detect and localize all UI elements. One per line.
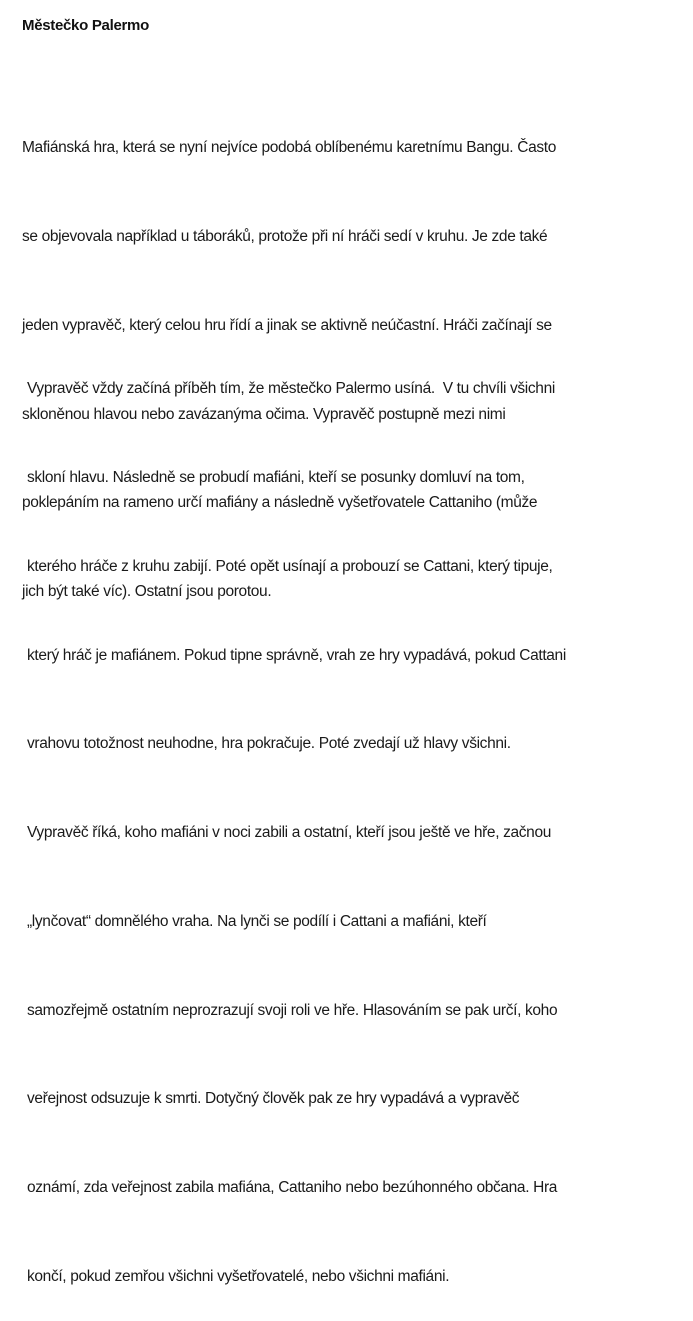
- paragraph-line: vrahovu totožnost neuhodne, hra pokračuje. Poté zvedají už hlavy všichni.: [27, 735, 511, 753]
- paragraph-line: poklepáním na rameno určí mafiány a následně vyšetřovatele Cattaniho (může: [22, 494, 538, 512]
- paragraph-line: oznámí, zda veřejnost zabila mafiána, Cattaniho nebo bezúhonného občana. Hra: [27, 1179, 558, 1197]
- paragraph-line: skloněnou hlavou nebo zavázanýma očima. Vypravěč postupně mezi nimi: [22, 405, 506, 423]
- rules-paragraph: [27, 315, 677, 1321]
- paragraph-line: kterého hráče z kruhu zabijí. Poté opět usínají a probouzí se Cattani, který tipuje,: [27, 557, 553, 575]
- paragraph-line: jich být také víc). Ostatní jsou porotou.: [22, 583, 272, 601]
- paragraph-line: skloní hlavu. Následně se probudí mafiáni, kteří se posunky domluví na tom,: [27, 468, 525, 486]
- paragraph-line: samozřejmě ostatním neprozrazují svoji roli ve hře. Hlasováním se pak určí, koho: [27, 1001, 558, 1019]
- article-title: Městečko Palermo: [22, 17, 149, 34]
- paragraph-line: Vypravěč říká, koho mafiáni v noci zabili a ostatní, kteří jsou ještě ve hře, začnou: [27, 824, 551, 842]
- paragraph-line: který hráč je mafiánem. Pokud tipne správně, vrah ze hry vypadává, pokud Cattani: [27, 646, 566, 664]
- paragraph-line: Mafiánská hra, která se nyní nejvíce podobá oblíbenému karetnímu Bangu. Často: [22, 139, 556, 157]
- paragraph-line: veřejnost odsuzuje k smrti. Dotyčný člověk pak ze hry vypadává a vypravěč: [27, 1090, 520, 1108]
- paragraph-line: Vypravěč vždy začíná příběh tím, že městečko Palermo usíná. V tu chvíli všichni: [27, 380, 555, 398]
- paragraph-line: jeden vypravěč, který celou hru řídí a jinak se aktivně neúčastní. Hráči začínají se: [22, 316, 552, 334]
- paragraph-line: „lynčovat“ domnělého vraha. Na lynči se podílí i Cattani a mafiáni, kteří: [27, 912, 487, 930]
- paragraph-line: se objevovala například u táboráků, protože při ní hráči sedí v kruhu. Je zde také: [22, 227, 548, 245]
- paragraph-line: končí, pokud zemřou všichni vyšetřovatelé, nebo všichni mafiáni.: [27, 1268, 450, 1285]
